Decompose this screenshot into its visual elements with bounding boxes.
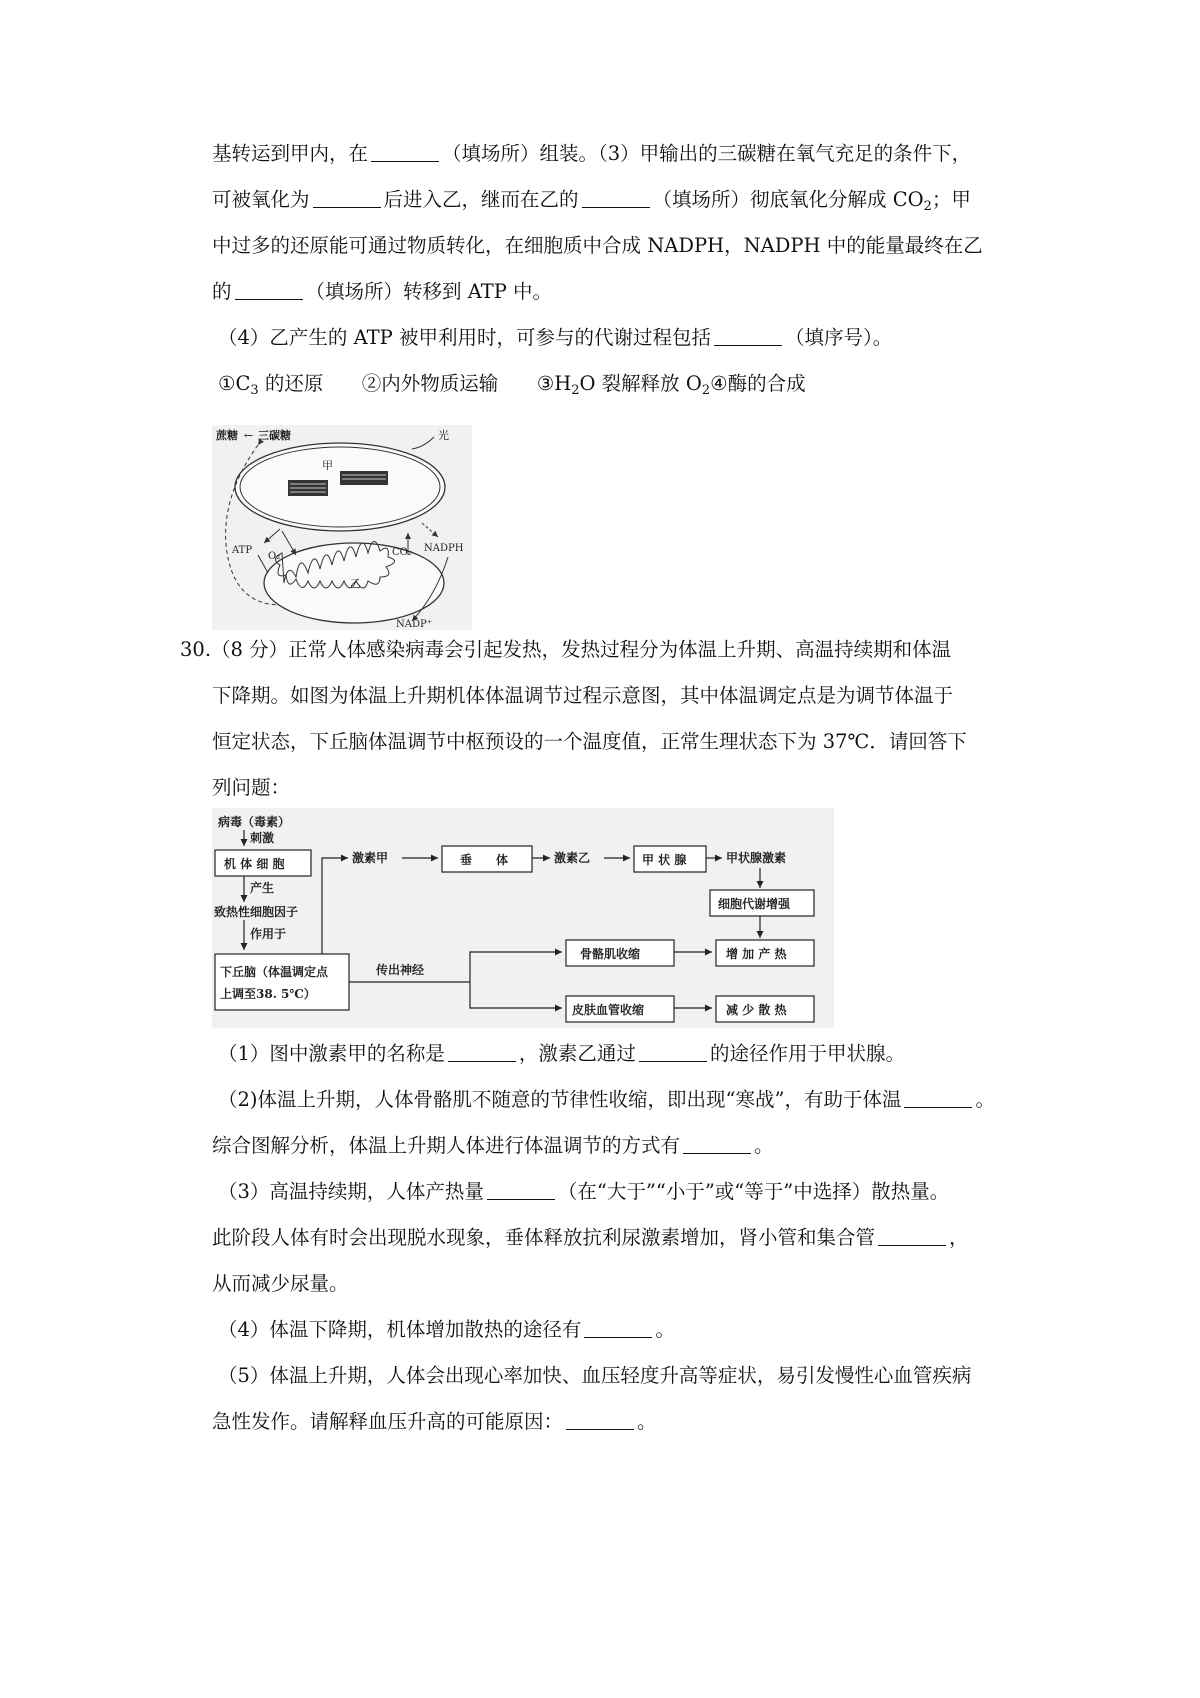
arrow-left-glyph: ← (244, 429, 254, 442)
answer-blank[interactable] (584, 1319, 652, 1338)
pituitary-label: 垂 体 (460, 853, 509, 867)
hypothalamus-line-2: 上调至38. 5℃） (220, 987, 316, 1001)
muscle-label: 骨骼肌收缩 (580, 947, 641, 961)
answer-blank[interactable] (714, 327, 782, 346)
answer-blank[interactable] (904, 1089, 972, 1108)
thermoregulation-flowchart (212, 808, 834, 1028)
q30-sub-5b: 急性发作。请解释血压升高的可能原因： 。 (212, 1410, 657, 1433)
option-4: ④酶的合成 (710, 372, 806, 395)
option-3: $③H_2O$ 裂解释放 $O_2$ (536, 372, 711, 398)
q30-sub-3c: 从而减少尿量。 (212, 1272, 349, 1295)
answer-blank[interactable] (582, 189, 650, 208)
body-cells-label: 机 体 细 胞 (224, 857, 285, 871)
q29-subquestion-4: （4）乙产生的 ATP 被甲利用时，可参与的代谢过程包括 （填序号）。 (218, 326, 893, 349)
triose-label: 三碳糖 (258, 429, 291, 442)
grana-stack-right (340, 471, 388, 485)
q29-line-3: 中过多的还原能可通过物质转化，在细胞质中合成 NADPH，NADPH 中的能量最终在乙 (212, 234, 983, 257)
o2-label: O₂ (268, 551, 281, 562)
nadp-label: NADP⁺ (396, 619, 432, 630)
hypothalamus-line-1: 下丘脑（体温调定点 (220, 965, 329, 979)
q30-line-2: 下降期。如图为体温上升期机体体温调节过程示意图，其中体温调定点是为调节体温于 (212, 684, 954, 707)
q30-sub-2a: （2)体温上升期，人体骨骼肌不随意的节律性收缩，即出现“寒战”，有助于体温 。 (218, 1088, 995, 1111)
q30-sub-1: （1）图中激素甲的名称是 ，激素乙通过 的途径作用于甲状腺。 (218, 1042, 905, 1065)
efferent-label: 传出神经 (376, 963, 425, 977)
q30-sub-4: （4）体温下降期，机体增加散热的途径有 。 (218, 1318, 675, 1341)
q30-sub-3b: 此阶段人体有时会出现脱水现象，垂体释放抗利尿激素增加，肾小管和集合管 ， (212, 1226, 969, 1249)
stimulate-label: 刺激 (250, 831, 275, 845)
answer-blank[interactable] (448, 1043, 516, 1062)
chloroplast-label: 甲 (322, 459, 333, 472)
organelle-diagram (212, 425, 472, 630)
metabolism-label: 细胞代谢增强 (718, 897, 791, 911)
heat-up-label: 增 加 产 热 (726, 947, 787, 961)
sucrose-label: 蔗糖 (216, 429, 238, 442)
pyrogen-label: 致热性细胞因子 (214, 905, 299, 919)
q30-heading: 30.（8 分）正常人体感染病毒会引起发热，发热过程分为体温上升期、高温持续期和体温 (180, 638, 952, 661)
q29-line-1: 基转运到甲内，在 （填场所）组装。（3）甲输出的三碳糖在氧气充足的条件下， (212, 142, 972, 165)
q29-line-2: 可被氧化为 后进入乙，继而在乙的 （填场所）彻底氧化分解成 $CO_2$；甲 (212, 188, 971, 214)
virus-label: 病毒（毒素） (218, 815, 291, 829)
nadph-label: NADPH (424, 543, 464, 554)
q30-sub-5a: （5）体温上升期，人体会出现心率加快、血压轻度升高等症状，易引发慢性心血管疾病 (218, 1364, 972, 1387)
answer-blank[interactable] (878, 1227, 946, 1246)
light-label: 光 (438, 429, 449, 442)
thyroxine-label: 甲状腺激素 (726, 851, 787, 865)
answer-blank[interactable] (313, 189, 381, 208)
mitochondrion-label: 乙 (350, 577, 361, 590)
option-1: $①C_3$ 的还原 (218, 372, 324, 398)
q30-line-3: 恒定状态，下丘脑体温调节中枢预设的一个温度值，正常生理状态下为 37℃．请回答下 (212, 730, 967, 753)
q29-options (218, 370, 806, 398)
answer-blank[interactable] (235, 281, 303, 300)
co2-label: CO₂ (392, 547, 412, 558)
q30-sub-2b: 综合图解分析，体温上升期人体进行体温调节的方式有 。 (212, 1134, 774, 1157)
answer-blank[interactable] (639, 1043, 707, 1062)
atp-label: ATP (232, 545, 253, 556)
q30-line-4: 列问题： (212, 776, 291, 799)
answer-blank[interactable] (566, 1411, 634, 1430)
answer-blank[interactable] (487, 1181, 555, 1200)
q30-sub-3a: （3）高温持续期，人体产热量 （在“大于”“小于”或“等于”中选择）散热量。 (218, 1180, 950, 1203)
hypothalamus-box (215, 954, 349, 1010)
act-on-label: 作用于 (250, 927, 287, 941)
thyroid-label: 甲 状 腺 (642, 853, 687, 867)
q29-line-4: 的 （填场所）转移到 ATP 中。 (212, 280, 553, 303)
hormone-b-label: 激素乙 (554, 851, 591, 865)
answer-blank[interactable] (371, 143, 439, 162)
produce-label: 产生 (250, 881, 275, 895)
hormone-a-label: 激素甲 (352, 851, 389, 865)
chloroplast-outer (235, 443, 445, 531)
option-2: ②内外物质运输 (361, 372, 499, 395)
vessel-label: 皮肤血管收缩 (572, 1003, 645, 1017)
loss-down-label: 减 少 散 热 (726, 1003, 787, 1017)
answer-blank[interactable] (683, 1135, 751, 1154)
